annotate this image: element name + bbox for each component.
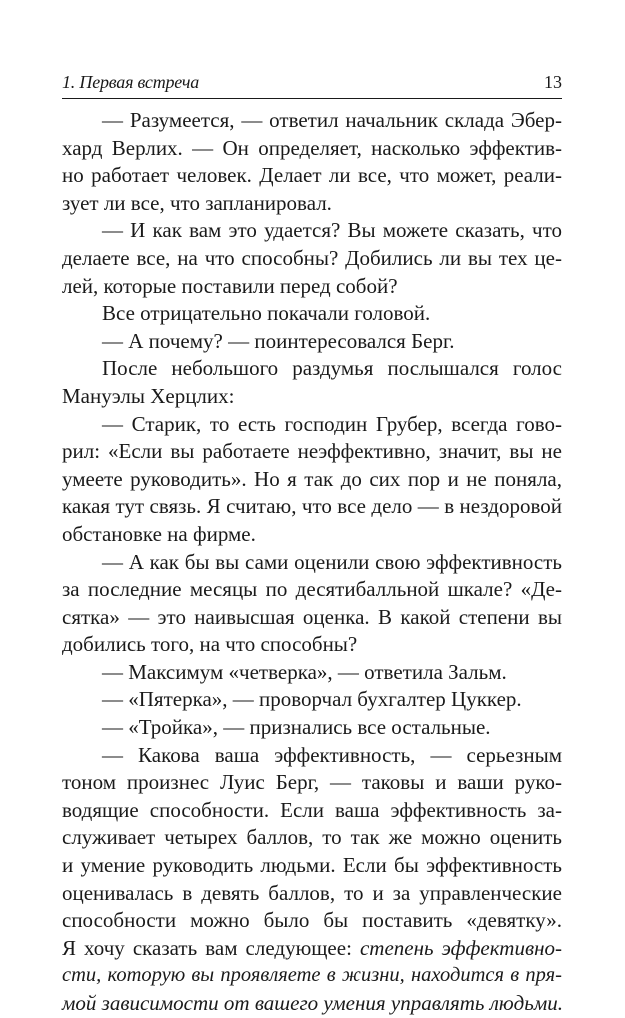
- text-line: [62, 107, 562, 135]
- text-line: [62, 769, 562, 797]
- text-line-content: — Разумеется, — ответил начальник склада Эбер-: [102, 108, 562, 132]
- text-line-content: — Максимум «четверка», — ответила Зальм.: [102, 659, 507, 684]
- text-line-content: лей, которые поставили перед собой?: [62, 273, 398, 298]
- text-line: [62, 604, 562, 632]
- text-line: [62, 714, 562, 742]
- text-line-content: делаете все, на что способны? Добились ли вы тех це-: [62, 245, 562, 270]
- text-line-content: После небольшого раздумья послышался голос: [102, 356, 562, 381]
- text-line: [62, 962, 562, 990]
- text-line-content: оценивалась в девять баллов, то и за управленческие: [62, 880, 562, 905]
- text-line: [62, 245, 562, 273]
- text-line: [62, 852, 562, 880]
- text-line-content: рил: «Если вы работаете неэффективно, значит, вы не: [62, 439, 562, 464]
- text-line: [62, 355, 562, 383]
- text-line: [62, 300, 562, 328]
- text-line: [62, 521, 562, 549]
- chapter-title: 1. Первая встреча: [62, 72, 200, 92]
- text-line: [62, 493, 562, 521]
- body-text: [62, 107, 562, 1018]
- text-line: [62, 659, 562, 687]
- text-line: [62, 797, 562, 825]
- text-line-content: Мануэлы Херцлих:: [62, 383, 235, 408]
- text-line: [62, 135, 562, 163]
- text-line: [62, 935, 562, 963]
- text-line-content: Я хочу сказать вам следующее:: [62, 935, 360, 960]
- text-line: [62, 742, 562, 770]
- text-line-content: способности можно было бы поставить «девятку».: [62, 908, 562, 933]
- text-line-content: сятка» — это наивысшая оценка. В какой степени вы: [62, 604, 562, 629]
- text-line-content: — «Пятерка», — проворчал бухгалтер Цуккер.: [102, 687, 522, 712]
- text-line-content: но работает человек. Делает ли все, что может, реали-: [62, 163, 562, 188]
- text-line-content: — А почему? — поинтересовался Берг.: [102, 328, 455, 353]
- text-line-content: какая тут связь. Я считаю, что все дело — в нездоровой: [62, 494, 562, 519]
- text-line: [62, 411, 562, 439]
- text-line: [62, 466, 562, 494]
- text-line-content: мой зависимости от вашего умения управлять людьми.: [62, 991, 563, 1015]
- text-line: [62, 880, 562, 908]
- text-line-content: хард Верлих. — Он определяет, насколько эффектив-: [62, 135, 562, 160]
- text-line-content: — Какова ваша эффективность, — серьезным: [102, 742, 562, 767]
- text-line-content: — А как бы вы сами оценили свою эффективность: [102, 549, 562, 574]
- text-line: [62, 990, 562, 1018]
- text-line-content: — И как вам это удается? Вы можете сказать, что: [102, 218, 562, 243]
- text-line-content: добились того, на что способны?: [62, 632, 358, 657]
- text-line: [62, 907, 562, 935]
- header-divider: [62, 98, 562, 99]
- text-line: [62, 190, 562, 218]
- text-line: [62, 824, 562, 852]
- text-line: [62, 438, 562, 466]
- text-line-content: тоном произнес Луис Берг, — таковы и ваши руко-: [62, 770, 562, 795]
- text-line-content: сти, которую вы проявляете в жизни, находится в пря-: [62, 964, 562, 987]
- text-line-content: обстановке на фирме.: [62, 521, 256, 546]
- text-line: [62, 686, 562, 714]
- text-line-italic-segment: степень эффективно-: [359, 935, 562, 960]
- text-line-content: — «Тройка», — признались все остальные.: [102, 715, 491, 740]
- text-line-content: водящие способности. Если ваша эффективность за-: [62, 797, 562, 822]
- text-line: [62, 328, 562, 356]
- text-line-content: умеете руководить». Но я так до сих пор и не поняла,: [62, 466, 562, 491]
- text-line-content: — Старик, то есть господин Грубер, всегда гово-: [102, 411, 562, 436]
- text-line-content: и умение руководить людьми. Если бы эффективность: [62, 853, 562, 878]
- text-line: [62, 576, 562, 604]
- text-line-content: служивает четырех баллов, то так же можно оценить: [62, 825, 562, 850]
- page-number: 13: [544, 72, 562, 92]
- text-line: [62, 383, 562, 411]
- running-head: [62, 70, 562, 98]
- text-line-content: за последние месяцы по десятибалльной шкале? «Де-: [62, 577, 562, 602]
- text-line: [62, 162, 562, 190]
- text-line: [62, 273, 562, 301]
- text-line: [62, 549, 562, 577]
- text-line-content: Все отрицательно покачали головой.: [102, 301, 431, 326]
- text-line: [62, 217, 562, 245]
- text-line-content: зует ли все, что запланировал.: [62, 190, 332, 215]
- text-line: [62, 631, 562, 659]
